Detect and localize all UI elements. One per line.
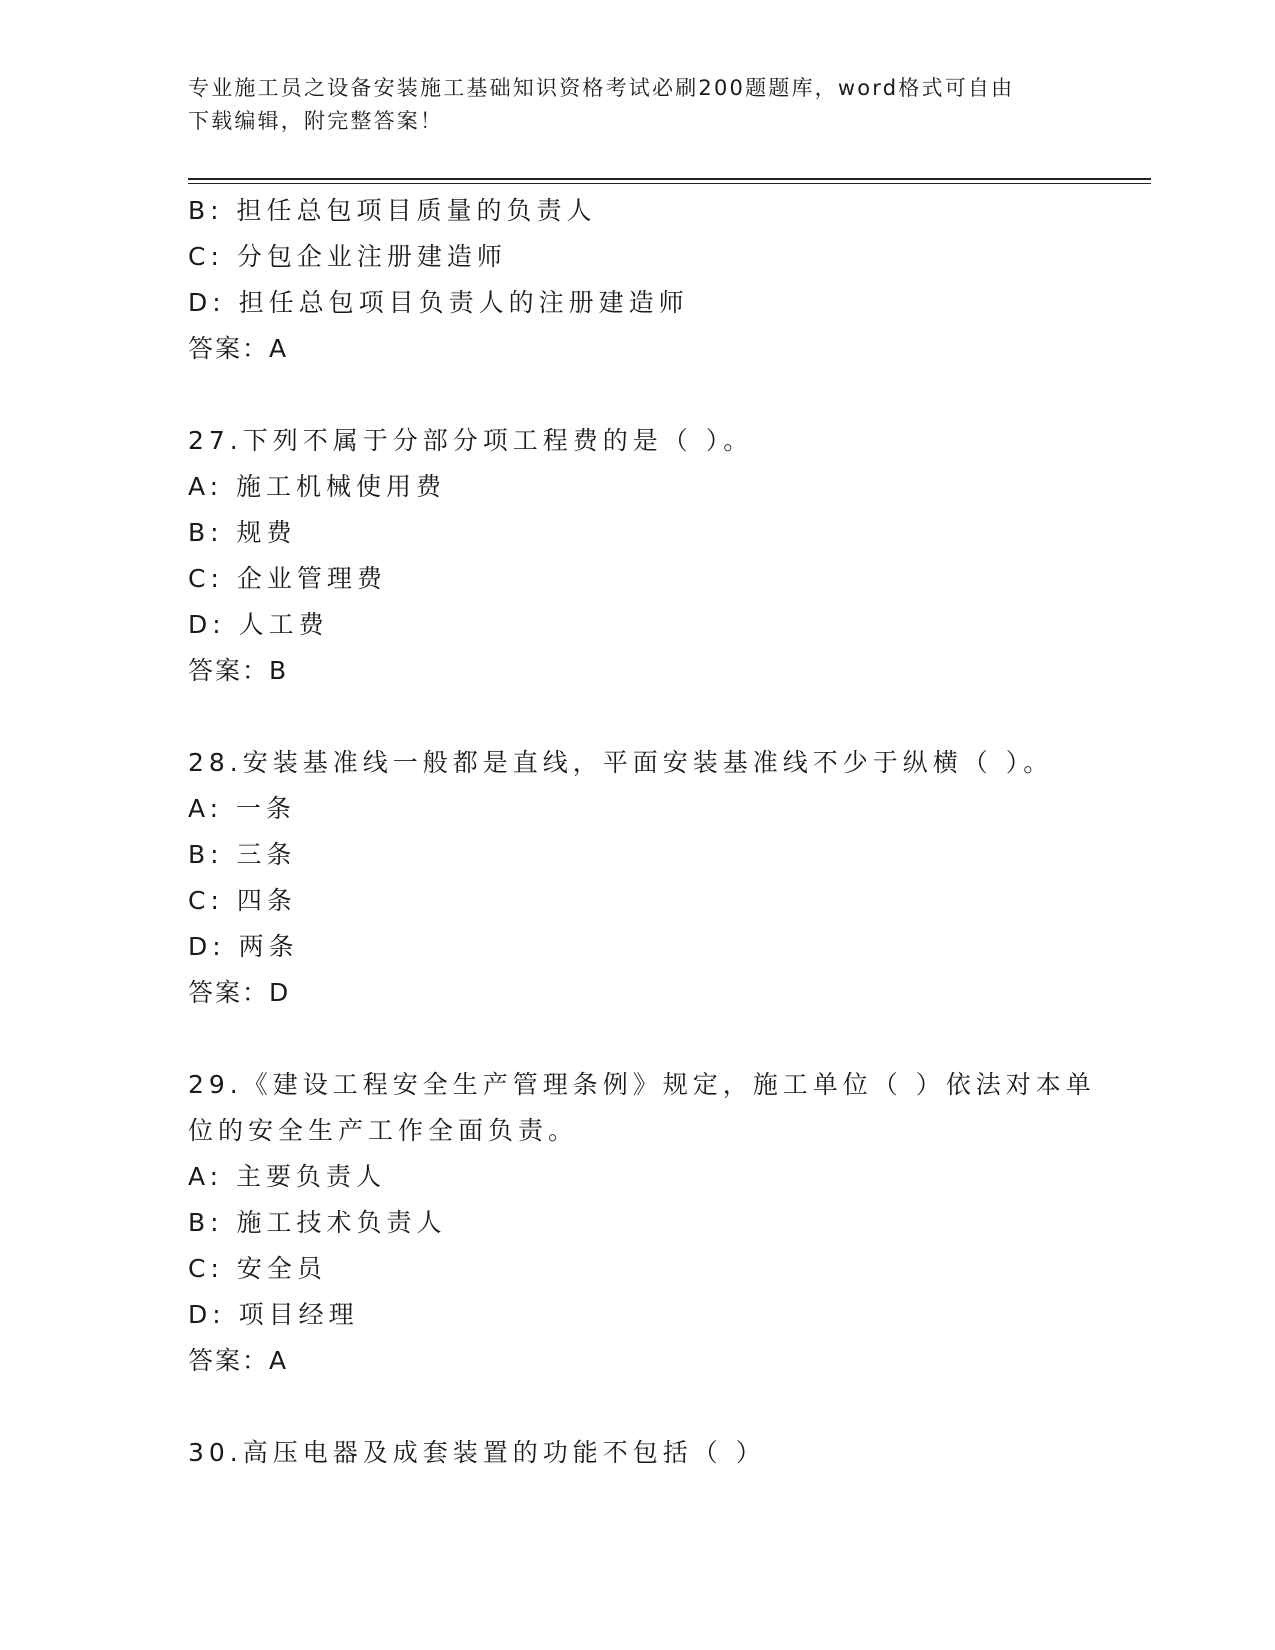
header-line-2: 下载编辑，附完整答案！ xyxy=(188,109,444,133)
q27-option-a: A: 施工机械使用费 xyxy=(188,472,447,501)
question-27 xyxy=(188,418,1088,694)
q27-question: 27.下列不属于分部分项工程费的是（ ）。 xyxy=(188,426,754,455)
question-list xyxy=(188,188,1096,1476)
q29-answer: 答案：A xyxy=(188,1346,289,1375)
q28-option-d: D: 两条 xyxy=(188,932,299,961)
q28-option-a: A: 一条 xyxy=(188,794,297,823)
q26-option-c: C: 分包企业注册建造师 xyxy=(188,242,507,271)
q29-option-d: D: 项目经理 xyxy=(188,1300,359,1329)
q29-option-c: C: 安全员 xyxy=(188,1254,327,1283)
q29-option-a: A: 主要负责人 xyxy=(188,1162,387,1191)
q26-answer: 答案：A xyxy=(188,334,289,363)
question-26 xyxy=(188,188,1088,372)
spacer xyxy=(188,372,1088,418)
question-29 xyxy=(188,1062,1096,1384)
q28-question: 28.安装基准线一般都是直线，平面安装基准线不少于纵横（ ）。 xyxy=(188,748,1054,777)
header-line-1: 专业施工员之设备安装施工基础知识资格考试必刷200题题库，word格式可自由 xyxy=(188,76,1015,100)
q27-option-c: C: 企业管理费 xyxy=(188,564,387,593)
q30-question: 30.高压电器及成套装置的功能不包括（ ） xyxy=(188,1438,766,1467)
q26-option-b: B: 担任总包项目质量的负责人 xyxy=(188,196,597,225)
q28-option-b: B: 三条 xyxy=(188,840,297,869)
q28-answer: 答案：D xyxy=(188,978,291,1007)
q26-option-d: D: 担任总包项目负责人的注册建造师 xyxy=(188,288,689,317)
spacer xyxy=(188,1016,1088,1062)
document-header xyxy=(188,72,1068,138)
header-divider-thick xyxy=(188,178,1151,180)
q29-question-line-1: 29.《建设工程安全生产管理条例》规定，施工单位（ ）依法对本单 xyxy=(188,1070,1096,1099)
q28-option-c: C: 四条 xyxy=(188,886,297,915)
q27-option-b: B: 规费 xyxy=(188,518,297,547)
q27-option-d: D: 人工费 xyxy=(188,610,329,639)
q29-option-b: B: 施工技术负责人 xyxy=(188,1208,447,1237)
q29-question-line-2: 位的安全生产工作全面负责。 xyxy=(188,1116,579,1145)
question-28 xyxy=(188,740,1088,1016)
q27-answer: 答案：B xyxy=(188,656,289,685)
spacer xyxy=(188,694,1088,740)
spacer xyxy=(188,1384,1088,1430)
header-divider-thin xyxy=(188,183,1151,184)
question-30 xyxy=(188,1430,1088,1476)
